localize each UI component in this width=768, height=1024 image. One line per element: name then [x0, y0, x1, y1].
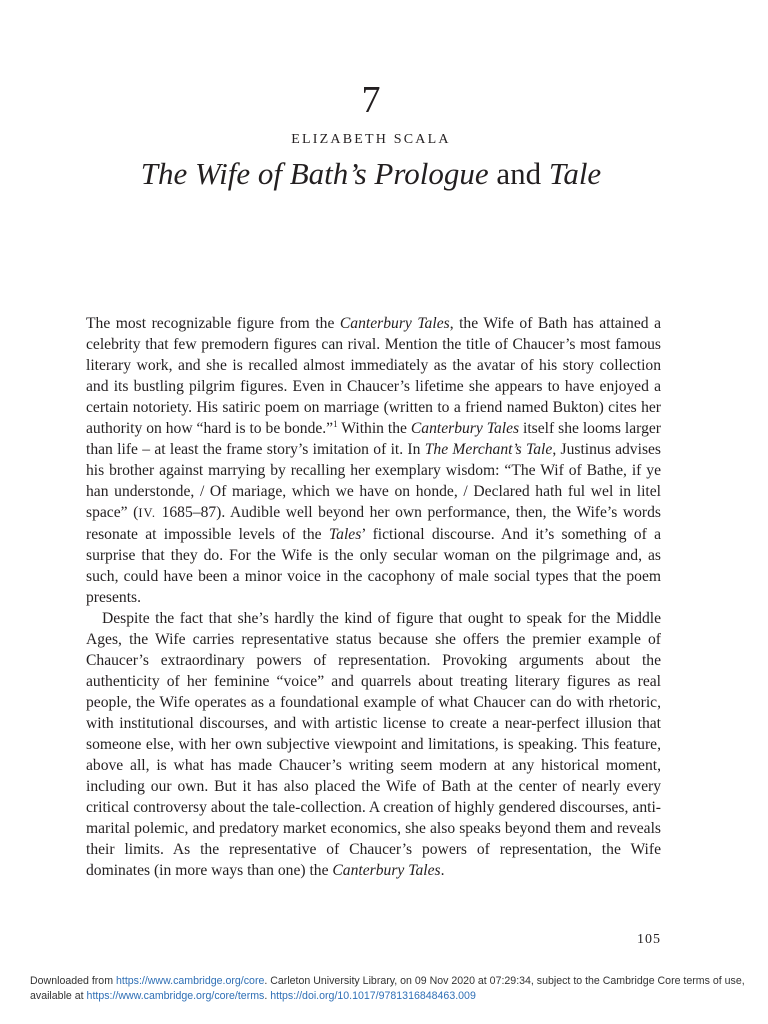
text-run: 1685–87). Audible well beyond her own performance, then, the Wife’s words resonate at impossible levels of the [86, 504, 661, 543]
paragraph-2 [86, 608, 661, 881]
text-run: , Justinus advises his brother against marrying by recalling her exemplary wisdom: “The Wif of Bathe, if ye han understonde, / Of mariage, which we have on honde, / Declared hath ful wel in litel space” ( [86, 441, 661, 521]
footer-text: . Carleton University Library, on 09 Nov 2020 at 07:29:34, subject to the Cambridge Core terms of use, available at [30, 975, 745, 1002]
work-title: The Merchant’s Tale [424, 441, 553, 458]
text-run: Within the [337, 420, 411, 437]
cambridge-core-link[interactable]: https://www.cambridge.org/core [115, 975, 265, 987]
work-title: Tales [328, 526, 362, 543]
chapter-number: 7 [361, 79, 381, 121]
doi-link[interactable]: https://doi.org/10.1017/9781316848463.009 [270, 990, 476, 1002]
page-number: 105 [637, 932, 661, 947]
work-title: Canterbury Tales [339, 315, 450, 332]
text-run: ’ fictional discourse. And it’s something of a surprise that they do. For the Wife is the only secular woman on the pilgrimage and, as such, could have been a minor voice in the cacophony of male social types that the poem presents. [86, 526, 661, 606]
text-run: , the Wife of Bath has attained a celebrity that few premodern figures can rival. Mention the title of Chaucer’s most famous literary work, and she is recalled almost immediately as the avatar of his story collection and its bustling pilgrim figures. Even in Chaucer’s lifetime she appears to have enjoyed a certain notoriety. His satiric poem on marriage (written to a friend named Bukton) cites her authority on how “hard is to be bonde.” [86, 315, 661, 437]
download-footer [30, 974, 760, 1004]
chapter-author: ELIZABETH SCALA [291, 132, 451, 147]
work-title: Canterbury Tales [410, 420, 520, 437]
footnote-marker: 1 [333, 418, 338, 429]
citation-fragment: IV. [138, 506, 157, 520]
text-run: Despite the fact that she’s hardly the kind of figure that ought to speak for the Middle Ages, the Wife carries representative status because she offers the premier example of Chaucer’s extraordinary powers of representation. Provoking arguments about the authenticity of her feminine “voice” and quarrels about treating literary figures as real people, the Wife operates as a foundational example of what Chaucer can do with rhetoric, with institutional discourses, and with artistic license to create a near-perfect illusion that someone else, with her own subjective viewpoint and limitations, is speaking. This feature, above all, is what has made Chaucer’s writing seem modern at any historical moment, including our own. But it has also placed the Wife of Bath at the center of nearly every critical controversy about the tale-collection. A creation of highly gendered discourses, anti-marital polemic, and predatory market economics, she also speaks beyond them and reveals their limits. As the representative of Chaucer’s powers of representation, the Wife dominates (in more ways than one) the [86, 610, 661, 879]
footer-text: . [264, 990, 271, 1002]
paragraph-1 [86, 313, 661, 608]
text-run: The most recognizable figure from the [86, 315, 340, 332]
title-italic-tale: Tale [548, 156, 602, 191]
title-conjunction: and [488, 156, 549, 191]
body-text [86, 313, 661, 881]
text-run: itself she looms larger than life – at least the frame story’s imitation of it. In [86, 420, 661, 458]
terms-link[interactable]: https://www.cambridge.org/core/terms [86, 990, 265, 1002]
text-run: . [440, 862, 445, 879]
work-title: Canterbury Tales [332, 862, 441, 879]
title-italic-prologue: The Wife of Bath’s Prologue [140, 156, 489, 191]
footer-text: Downloaded from [30, 975, 116, 987]
chapter-title [0, 152, 742, 196]
